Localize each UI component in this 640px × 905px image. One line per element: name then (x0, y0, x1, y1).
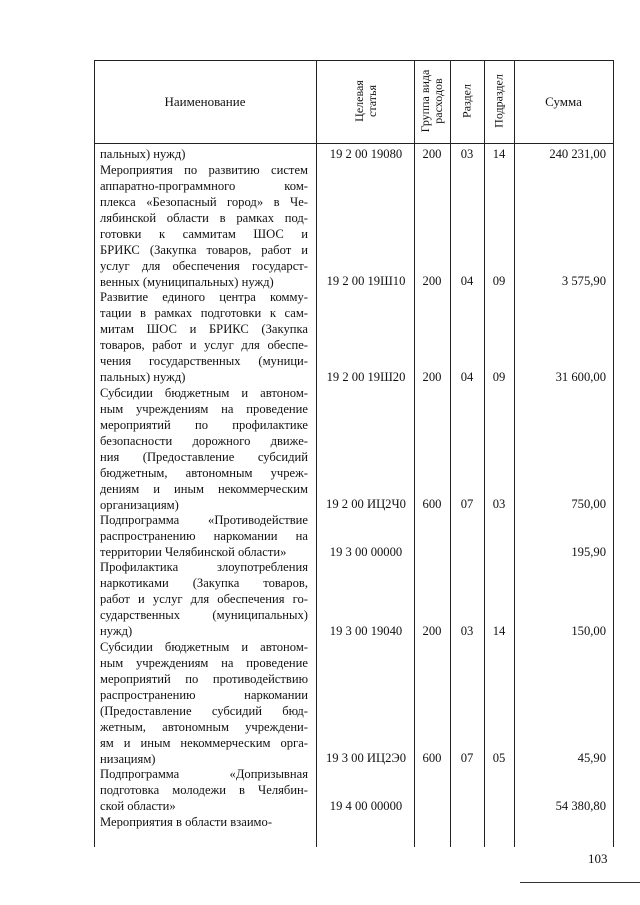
row-sum: 31 600,00 (555, 369, 606, 384)
row-name-line: мероприятий по противодействию (100, 671, 308, 686)
row-subsection: 14 (492, 147, 506, 161)
row-name-line: наркотиками (Закупка товаров, (100, 576, 308, 591)
row-name-line: организациям) (100, 497, 179, 512)
row-name (100, 289, 308, 385)
table-header-bottom-border (94, 143, 614, 144)
row-name-line: нужд) (100, 624, 133, 639)
header-group (419, 63, 445, 139)
row-name-line: митам ШОС и БРИКС (Закупка (100, 322, 308, 337)
header-subsection-text: Подраздел (491, 74, 506, 128)
row-subsection: 09 (492, 369, 506, 384)
row-section: 04 (460, 369, 474, 384)
row-name-line: пальных) нужд) (100, 370, 186, 385)
row-name-line: дениям и иным некоммерческим (100, 481, 308, 496)
row-group: 600 (422, 496, 442, 511)
row-name-line: тации в рамках подготовки к сам- (100, 306, 308, 321)
row-code: 19 2 00 19Ш20 (326, 369, 406, 384)
row-name-line: аппаратно-программного ком- (100, 178, 308, 193)
row-name (100, 559, 308, 639)
row-name-line: низациям) (100, 751, 156, 766)
header-section (461, 84, 474, 118)
row-code: 19 3 00 ИЦ2Э0 (325, 751, 407, 766)
row-name-line: распространению наркомании (100, 687, 308, 702)
row-section: 03 (460, 147, 474, 161)
row-name-line: ям и иным некоммерческим орга- (100, 735, 308, 750)
header-section-text: Раздел (459, 84, 474, 118)
row-name-line: подготовка молодежи в Челябин- (100, 783, 308, 798)
row-name-line: Мероприятия по развитию систем (100, 162, 308, 177)
row-name-line: распространению наркомании на (100, 528, 308, 543)
row-name-line: бюджетным, автономным учреж- (100, 465, 308, 480)
row-name-line: мероприятий по профилактике (100, 417, 308, 432)
row-name-line: Развитие единого центра комму- (100, 290, 308, 305)
page-number: 103 (588, 851, 608, 866)
row-code: 19 4 00 00000 (329, 798, 403, 813)
bottom-rule (520, 882, 640, 883)
row-name-line: услуг для обеспечения государст- (100, 258, 308, 273)
row-subsection: 09 (492, 274, 506, 289)
row-name-line: Профилактика злоупотребления (100, 560, 308, 575)
row-subsection: 03 (492, 496, 506, 511)
table-top-border (94, 60, 614, 61)
row-name (100, 512, 308, 560)
row-name-line: Мероприятия в области взаимо- (100, 814, 273, 829)
column-divider (316, 60, 317, 847)
row-name-line: (Предоставление субсидий бюд- (100, 703, 308, 718)
column-divider (514, 60, 515, 847)
row-sum: 750,00 (571, 496, 606, 511)
header-subsection (493, 74, 506, 128)
row-name-line: плекса «Безопасный город» в Че- (100, 194, 308, 209)
row-code: 19 2 00 19080 (329, 147, 403, 161)
row-sum: 150,00 (571, 624, 606, 638)
row-section: 03 (460, 624, 474, 638)
row-name-line: Подпрограмма «Допризывная (100, 767, 308, 782)
header-sum: Сумма (545, 94, 582, 109)
row-group: 200 (422, 624, 442, 638)
row-sum: 3 575,90 (561, 274, 606, 289)
row-name (100, 814, 308, 830)
row-sum: 240 231,00 (549, 147, 606, 161)
row-sum: 195,90 (571, 544, 606, 559)
row-group: 200 (422, 147, 442, 161)
row-name-line: чения государственных (муници- (100, 354, 308, 369)
row-subsection: 05 (492, 751, 506, 766)
row-code: 19 3 00 19040 (329, 624, 403, 638)
row-name-line: территории Челябинской области» (100, 544, 287, 559)
row-section: 07 (460, 751, 474, 766)
row-name-line: ния (Предоставление субсидий (100, 449, 308, 464)
row-section: 04 (460, 274, 474, 289)
row-subsection: 14 (492, 624, 506, 638)
row-code: 19 2 00 19Ш10 (326, 274, 406, 289)
header-code-text: Целевая статья (352, 80, 379, 122)
header-code (353, 66, 379, 136)
row-name-line: безопасности дорожного движе- (100, 433, 308, 448)
table-left-border (94, 60, 95, 847)
row-name-line: ным учреждениям на проведение (100, 401, 308, 416)
row-name-line: жетным, автономным учреждени- (100, 719, 308, 734)
row-group: 200 (422, 369, 442, 384)
row-name (100, 766, 308, 814)
row-name-line: сударственных (муниципальных) (100, 608, 308, 623)
row-name-line: ской области» (100, 799, 176, 814)
row-group: 200 (422, 274, 442, 289)
header-group-text: Группа вида расходов (418, 69, 445, 133)
row-name-line: ным учреждениям на проведение (100, 655, 308, 670)
row-name-line: БРИКС (Закупка товаров, работ и (100, 242, 308, 257)
row-name (100, 639, 308, 767)
row-name-line: готовки к саммитам ШОС и (100, 226, 308, 241)
row-name (100, 385, 308, 513)
row-name (100, 146, 308, 162)
row-name-line: Подпрограмма «Противодействие (100, 512, 308, 527)
row-name-line: товаров, работ и услуг для обеспе- (100, 338, 308, 353)
row-name-line: Субсидии бюджетным и автоном- (100, 385, 308, 400)
row-name-line: венных (муниципальных) нужд) (100, 274, 274, 289)
row-name-line: работ и услуг для обеспечения го- (100, 592, 308, 607)
row-sum: 54 380,80 (555, 798, 606, 813)
column-divider (414, 60, 415, 847)
header-name: Наименование (164, 94, 246, 109)
row-code: 19 3 00 00000 (329, 544, 403, 559)
column-divider (484, 60, 485, 847)
row-code: 19 2 00 ИЦ2Ч0 (326, 496, 406, 511)
row-name (100, 162, 308, 290)
row-sum: 45,90 (577, 751, 606, 766)
column-divider (450, 60, 451, 847)
table-right-border (613, 60, 614, 847)
row-name-line: Субсидии бюджетным и автоном- (100, 639, 308, 654)
row-name-line: лябинской области в рамках под- (100, 210, 308, 225)
row-name-line: пальных) нужд) (100, 147, 186, 161)
row-section: 07 (460, 496, 474, 511)
row-group: 600 (422, 751, 442, 766)
